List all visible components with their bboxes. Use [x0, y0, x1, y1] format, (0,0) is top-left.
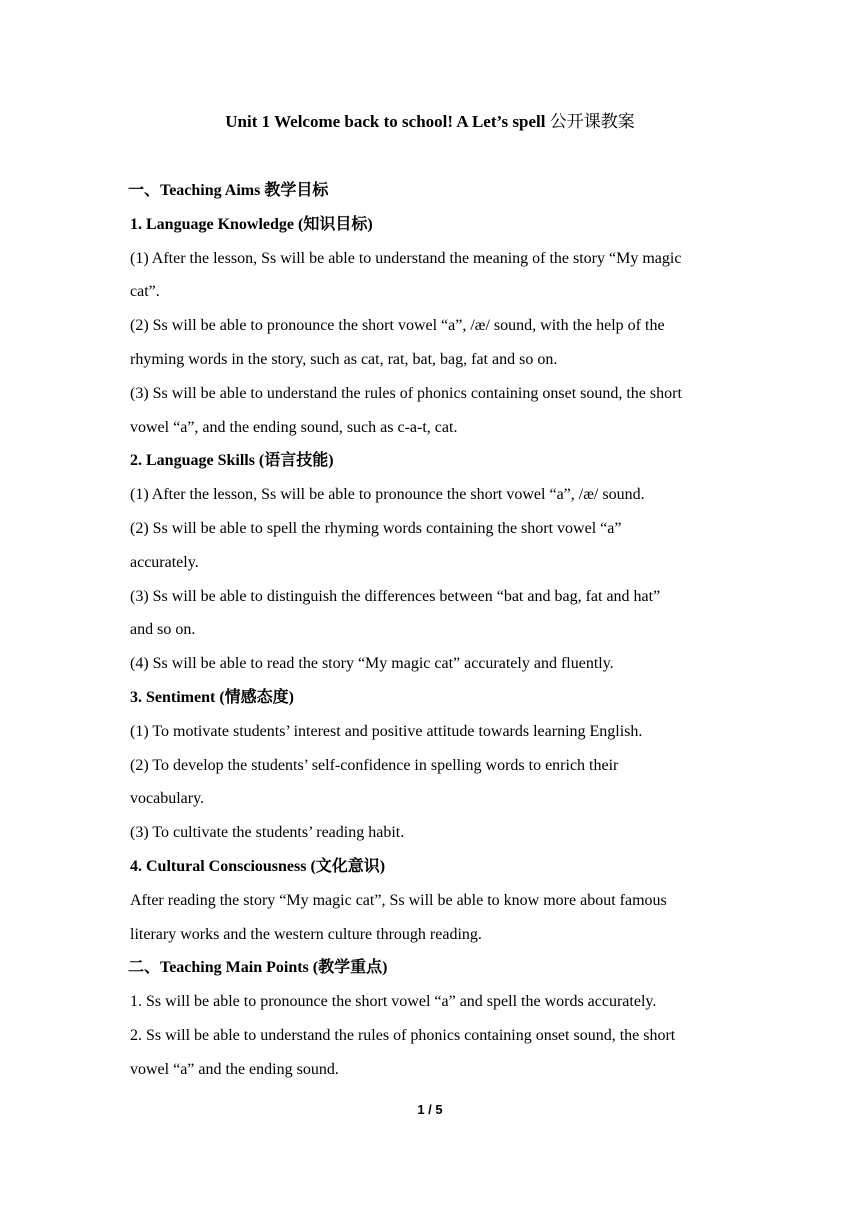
paragraph-line: vowel “a”, and the ending sound, such as c-a-t, cat.	[130, 418, 458, 436]
paragraph-line: (2) Ss will be able to spell the rhyming words containing the short vowel “a”	[130, 519, 622, 537]
subheading-language-skills: 2. Language Skills (语言技能)	[130, 452, 334, 470]
paragraph-line: literary works and the western culture through reading.	[130, 925, 482, 943]
paragraph-line: and so on.	[130, 621, 196, 639]
paragraph-line: (2) To develop the students’ self-confidence in spelling words to enrich their	[130, 756, 619, 774]
paragraph-line: 1. Ss will be able to pronounce the short vowel “a” and spell the words accurately.	[130, 993, 657, 1011]
title-english: Unit 1 Welcome back to school! A Let’s spell	[225, 112, 546, 131]
paragraph-line: rhyming words in the story, such as cat, rat, bat, bag, fat and so on.	[130, 350, 558, 368]
paragraph-line: (2) Ss will be able to pronounce the short vowel “a”, /æ/ sound, with the help of the	[130, 317, 665, 335]
paragraph-line: vocabulary.	[130, 790, 205, 808]
section-heading-main-points: 二、Teaching Main Points (教学重点)	[128, 959, 388, 977]
paragraph-line: (1) After the lesson, Ss will be able to understand the meaning of the story “My magic	[130, 249, 682, 267]
document-body	[130, 174, 740, 1087]
paragraph-line: cat”.	[130, 283, 160, 301]
title-chinese: 公开课教案	[549, 112, 635, 131]
paragraph-line: (1) After the lesson, Ss will be able to pronounce the short vowel “a”, /æ/ sound.	[130, 486, 645, 504]
subheading-cultural-consciousness: 4. Cultural Consciousness (文化意识)	[130, 857, 386, 875]
paragraph-line: (3) To cultivate the students’ reading habit.	[130, 824, 405, 842]
subheading-language-knowledge: 1. Language Knowledge (知识目标)	[130, 215, 373, 233]
paragraph-line: vowel “a” and the ending sound.	[130, 1060, 339, 1078]
paragraph-line: (1) To motivate students’ interest and positive attitude towards learning English.	[130, 722, 643, 740]
paragraph-line: (4) Ss will be able to read the story “My magic cat” accurately and fluently.	[130, 655, 614, 673]
subheading-sentiment: 3. Sentiment (情感态度)	[130, 688, 294, 706]
paragraph-line: accurately.	[130, 553, 199, 571]
page-number: 1 / 5	[417, 1102, 443, 1117]
paragraph-line: After reading the story “My magic cat”, Ss will be able to know more about famous	[130, 891, 667, 909]
paragraph-line: 2. Ss will be able to understand the rules of phonics containing onset sound, the short	[130, 1026, 676, 1044]
document-title	[0, 108, 860, 136]
paragraph-line: (3) Ss will be able to understand the rules of phonics containing onset sound, the short	[130, 384, 682, 402]
paragraph-line: (3) Ss will be able to distinguish the differences between “bat and bag, fat and hat”	[130, 587, 661, 605]
section-heading-teaching-aims: 一、Teaching Aims 教学目标	[128, 182, 329, 199]
